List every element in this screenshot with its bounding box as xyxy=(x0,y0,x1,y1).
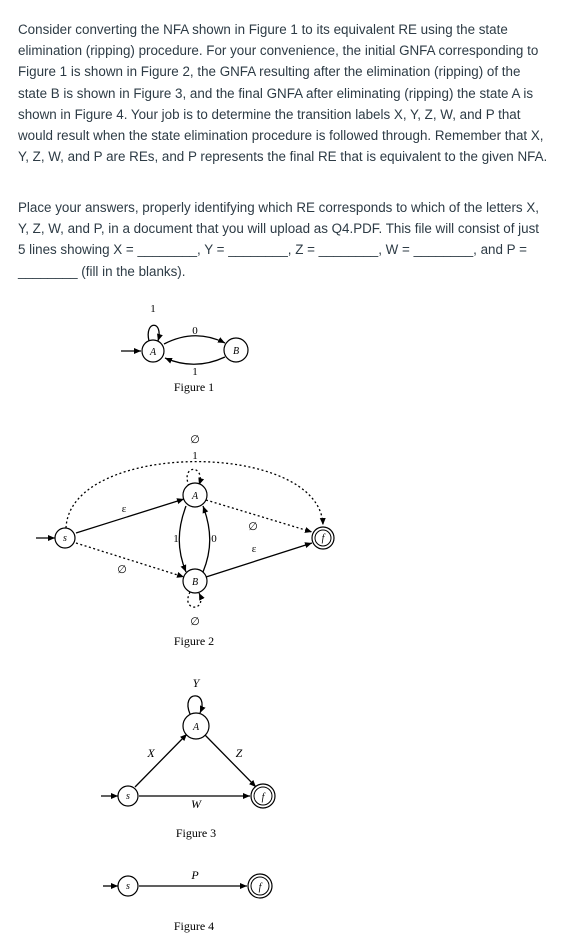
fig2-state-s-label: s xyxy=(63,533,67,544)
fig2-edge-s-a xyxy=(76,499,184,533)
figure-1 xyxy=(121,303,248,394)
fig3-edge-a-f xyxy=(205,735,256,787)
figure-2 xyxy=(36,434,334,648)
fig2-edge-a-f xyxy=(206,500,312,532)
fig1-label-a-b: 0 xyxy=(192,325,198,337)
fig4-state-f-label: f xyxy=(258,882,262,893)
question-paragraph: Consider converting the NFA shown in Figure 1 to its equivalent RE using the state elimination (ripping) procedure. For your convenience, the initial GNFA corresponding to Figure 1 is shown in Figure 2, the GNFA resulting after the elimination (ripping) of the state B is shown in Figure 3, and the final GNFA after eliminating (ripping) the state A is shown in Figure 4. Your job is to determine the transition labels X, Y, Z, W, and P that would result when the state elimination procedure is followed through. Remember that X, Y, Z, W, and P are REs, and P represents the final RE that is equivalent to the given NFA. xyxy=(18,22,548,165)
fig1-edge-b-a xyxy=(165,357,225,364)
fig2-label-s-f: ∅ xyxy=(190,434,200,446)
fig2-label-a-f: ∅ xyxy=(248,521,258,533)
fig2-edge-b-a xyxy=(203,506,210,572)
fig3-state-a-label: A xyxy=(192,722,200,733)
fig2-label-b-f: ε xyxy=(251,543,257,555)
fig1-caption: Figure 1 xyxy=(173,380,215,394)
fig4-state-s-label: s xyxy=(126,881,130,892)
fig2-label-b-a: 0 xyxy=(211,533,217,545)
fig2-label-s-a: ε xyxy=(121,503,127,515)
fig3-edge-s-a xyxy=(135,734,187,787)
fig2-edge-s-b xyxy=(76,543,184,577)
fig1-state-a-label: A xyxy=(149,347,157,358)
fig2-label-self-a: 1 xyxy=(192,450,198,462)
fig1-self-loop-a xyxy=(148,325,159,341)
fig3-label-s-f: W xyxy=(191,797,201,811)
fig3-state-f-label: f xyxy=(261,792,265,803)
fig3-label-a-f: Z xyxy=(235,746,243,760)
fig2-edge-b-f xyxy=(206,543,312,577)
fig2-label-self-b: ∅ xyxy=(190,616,200,628)
fig2-edge-a-b xyxy=(179,506,186,572)
fig3-self-loop-a xyxy=(188,696,202,714)
fig2-caption: Figure 2 xyxy=(173,634,215,648)
instructions-paragraph: Place your answers, properly identifying which RE corresponds to which of the letters X, Y, Z, W, and P, in a document that you will upload as Q4.PDF. This file will consist of just 5 lines showing X = ________, Y = ________, Z = ________, W = ________, and P = ________ (fill in the blanks). xyxy=(18,200,539,279)
fig4-label-s-f: P xyxy=(191,868,199,882)
fig2-label-a-b: 1 xyxy=(173,533,179,545)
fig3-label-self-a: Y xyxy=(192,676,200,690)
fig4-caption: Figure 4 xyxy=(173,919,215,933)
fig2-self-loop-b xyxy=(188,592,201,607)
figure-3 xyxy=(101,676,275,840)
fig2-state-b-label: B xyxy=(191,577,199,588)
fig2-label-s-b: ∅ xyxy=(117,564,127,576)
fig3-state-s-label: s xyxy=(126,791,130,802)
fig1-label-b-a: 1 xyxy=(192,366,198,378)
fig1-state-b-label: B xyxy=(232,346,240,357)
fig1-label-self-a: 1 xyxy=(150,303,156,315)
figure-4 xyxy=(103,868,272,933)
fig3-caption: Figure 3 xyxy=(175,826,217,840)
fig2-state-a-label: A xyxy=(191,491,199,502)
fig2-state-f-label: f xyxy=(321,533,325,544)
fig3-label-s-a: X xyxy=(147,746,155,760)
